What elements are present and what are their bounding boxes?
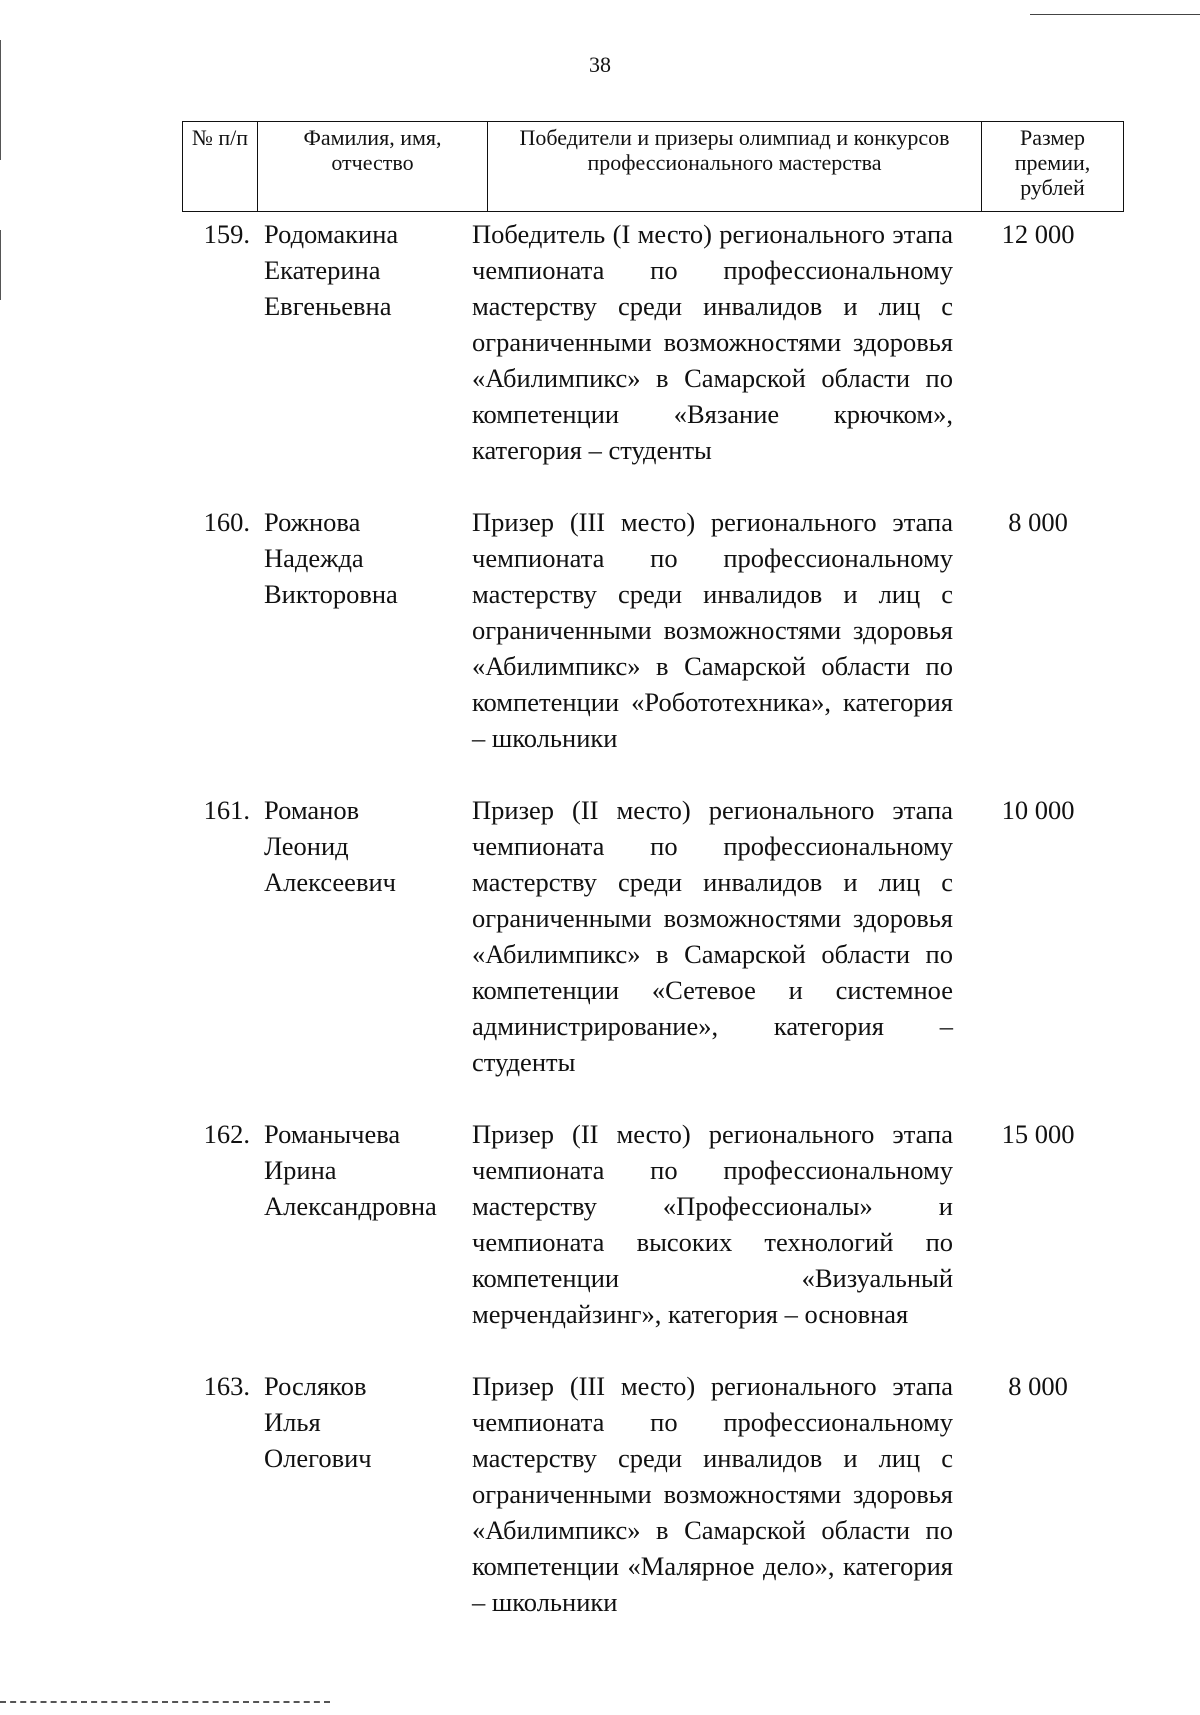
header-achievement: Победители и призеры олимпиад и конкурсов профессионального мастерства — [488, 122, 982, 212]
scan-edge-line — [0, 230, 1, 300]
table-row — [182, 216, 1123, 468]
patronymic: Александровна — [264, 1191, 437, 1221]
first-name: Ирина — [264, 1155, 337, 1185]
achievement-description: Победитель (I место) регионального этапа чемпионата по профессиональному мастерству среди инвалидов и лиц с ограниченными возможностями здоровья «Абилимпикс» в Самарской области по компетенции «Вязание крючком», категория – студенты — [472, 219, 953, 465]
patronymic: Олегович — [264, 1443, 372, 1473]
row-number: 161. — [203, 795, 250, 825]
achievement-description: Призер (II место) регионального этапа чемпионата по профессиональному мастерству «Профессионалы» и чемпионата высоких технологий по компетенции «Визуальный мерчендайзинг», категория – основная — [472, 1119, 953, 1329]
surname: Романычева — [264, 1119, 401, 1149]
patronymic: Викторовна — [264, 579, 398, 609]
surname: Рожнова — [264, 507, 361, 537]
page-number: 38 — [589, 52, 611, 77]
surname: Романов — [264, 795, 360, 825]
first-name: Илья — [264, 1407, 321, 1437]
table-row — [182, 1116, 1123, 1332]
full-name — [250, 792, 472, 1080]
patronymic: Алексеевич — [264, 867, 396, 897]
award-amount: 8 000 — [1008, 507, 1068, 537]
header-number: № п/п — [183, 122, 258, 212]
first-name: Надежда — [264, 543, 364, 573]
achievement-description: Призер (III место) регионального этапа чемпионата по профессиональному мастерству среди инвалидов и лиц с ограниченными возможностями здоровья «Абилимпикс» в Самарской области по компетенции «Малярное дело», категория – школьники — [472, 1371, 953, 1617]
row-number: 159. — [203, 219, 250, 249]
full-name — [250, 1368, 472, 1620]
award-amount: 15 000 — [1001, 1119, 1075, 1149]
header-full-name: Фамилия, имя, отчество — [258, 122, 488, 212]
table-row — [182, 1368, 1123, 1620]
table-header — [182, 121, 1124, 212]
full-name — [250, 504, 472, 756]
scan-edge-line — [1030, 14, 1200, 15]
row-number: 160. — [203, 507, 250, 537]
surname: Родомакина — [264, 219, 399, 249]
first-name: Екатерина — [264, 255, 381, 285]
full-name — [250, 216, 472, 468]
first-name: Леонид — [264, 831, 349, 861]
award-amount: 12 000 — [1001, 219, 1075, 249]
full-name — [250, 1116, 472, 1332]
header-award-amount: Размер премии, рублей — [982, 122, 1124, 212]
patronymic: Евгеньевна — [264, 291, 392, 321]
scan-edge-line — [0, 1701, 330, 1703]
table-body — [182, 216, 1123, 1620]
table-row — [182, 792, 1123, 1080]
table-row — [182, 504, 1123, 756]
achievement-description: Призер (II место) регионального этапа чемпионата по профессиональному мастерству среди инвалидов и лиц с ограниченными возможностями здоровья «Абилимпикс» в Самарской области по компетенции «Сетевое и системное администрирование», категория – студенты — [472, 795, 953, 1077]
row-number: 163. — [203, 1371, 250, 1401]
row-number: 162. — [203, 1119, 250, 1149]
surname: Росляков — [264, 1371, 367, 1401]
award-amount: 8 000 — [1008, 1371, 1068, 1401]
award-amount: 10 000 — [1001, 795, 1075, 825]
achievement-description: Призер (III место) регионального этапа чемпионата по профессиональному мастерству среди инвалидов и лиц с ограниченными возможностями здоровья «Абилимпикс» в Самарской области по компетенции «Робототехника», категория – школьники — [472, 507, 953, 753]
